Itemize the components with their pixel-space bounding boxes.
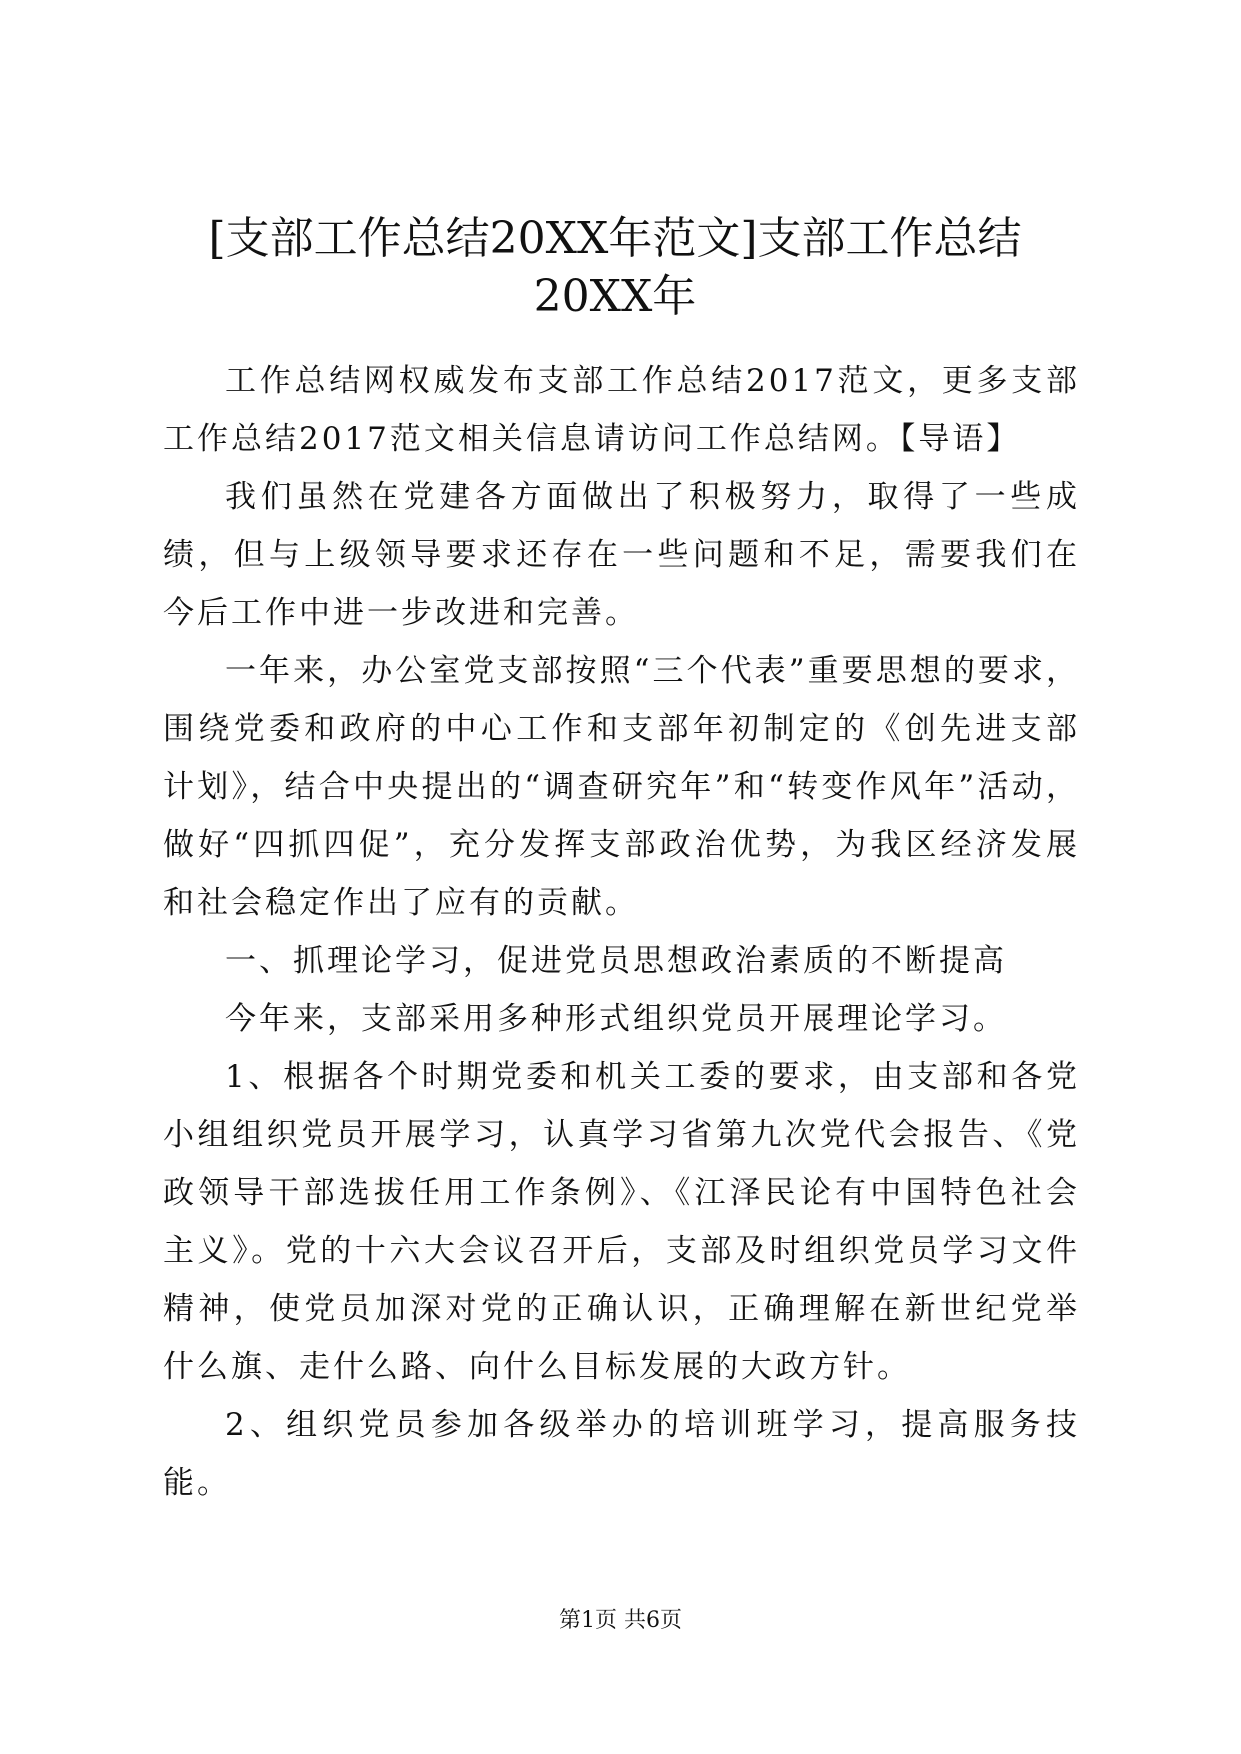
paragraph: 1、根据各个时期党委和机关工委的要求，由支部和各党小组组织党员开展学习，认真学习省第九次党代会报告、《党政领导干部选拔任用工作条例》、《江泽民论有中国特色社会主义》。党的十六大会议召开后，支部及时组织党员学习文件精神，使党员加深对党的正确认识，正确理解在新世纪党举什么旗、走什么路、向什么目标发展的大政方针。 bbox=[163, 1059, 1080, 1385]
paragraph: 2、组织党员参加各级举办的培训班学习，提高服务技能。 bbox=[163, 1407, 1080, 1501]
section-heading: 一、抓理论学习，促进党员思想政治素质的不断提高 bbox=[225, 943, 1007, 979]
document-body bbox=[163, 352, 1080, 1512]
paragraph: 一年来，办公室党支部按照“三个代表”重要思想的要求，围绕党委和政府的中心工作和支部年初制定的《创先进支部计划》，结合中央提出的“调查研究年”和“转变作风年”活动，做好“四抓四促”，充分发挥支部政治优势，为我区经济发展和社会稳定作出了应有的贡献。 bbox=[163, 653, 1080, 921]
paragraph: 今年来，支部采用多种形式组织党员开展理论学习。 bbox=[225, 1001, 1007, 1037]
paragraph: 我们虽然在党建各方面做出了积极努力，取得了一些成绩，但与上级领导要求还存在一些问题和不足，需要我们在今后工作中进一步改进和完善。 bbox=[163, 479, 1080, 631]
page-footer: 第1页 共6页 bbox=[559, 1608, 682, 1633]
document-title: [支部工作总结20XX年范文]支部工作总结20XX年 bbox=[208, 213, 1022, 322]
paragraph: 工作总结网权威发布支部工作总结2017范文，更多支部工作总结2017范文相关信息请访问工作总结网。【导语】 bbox=[163, 363, 1080, 457]
